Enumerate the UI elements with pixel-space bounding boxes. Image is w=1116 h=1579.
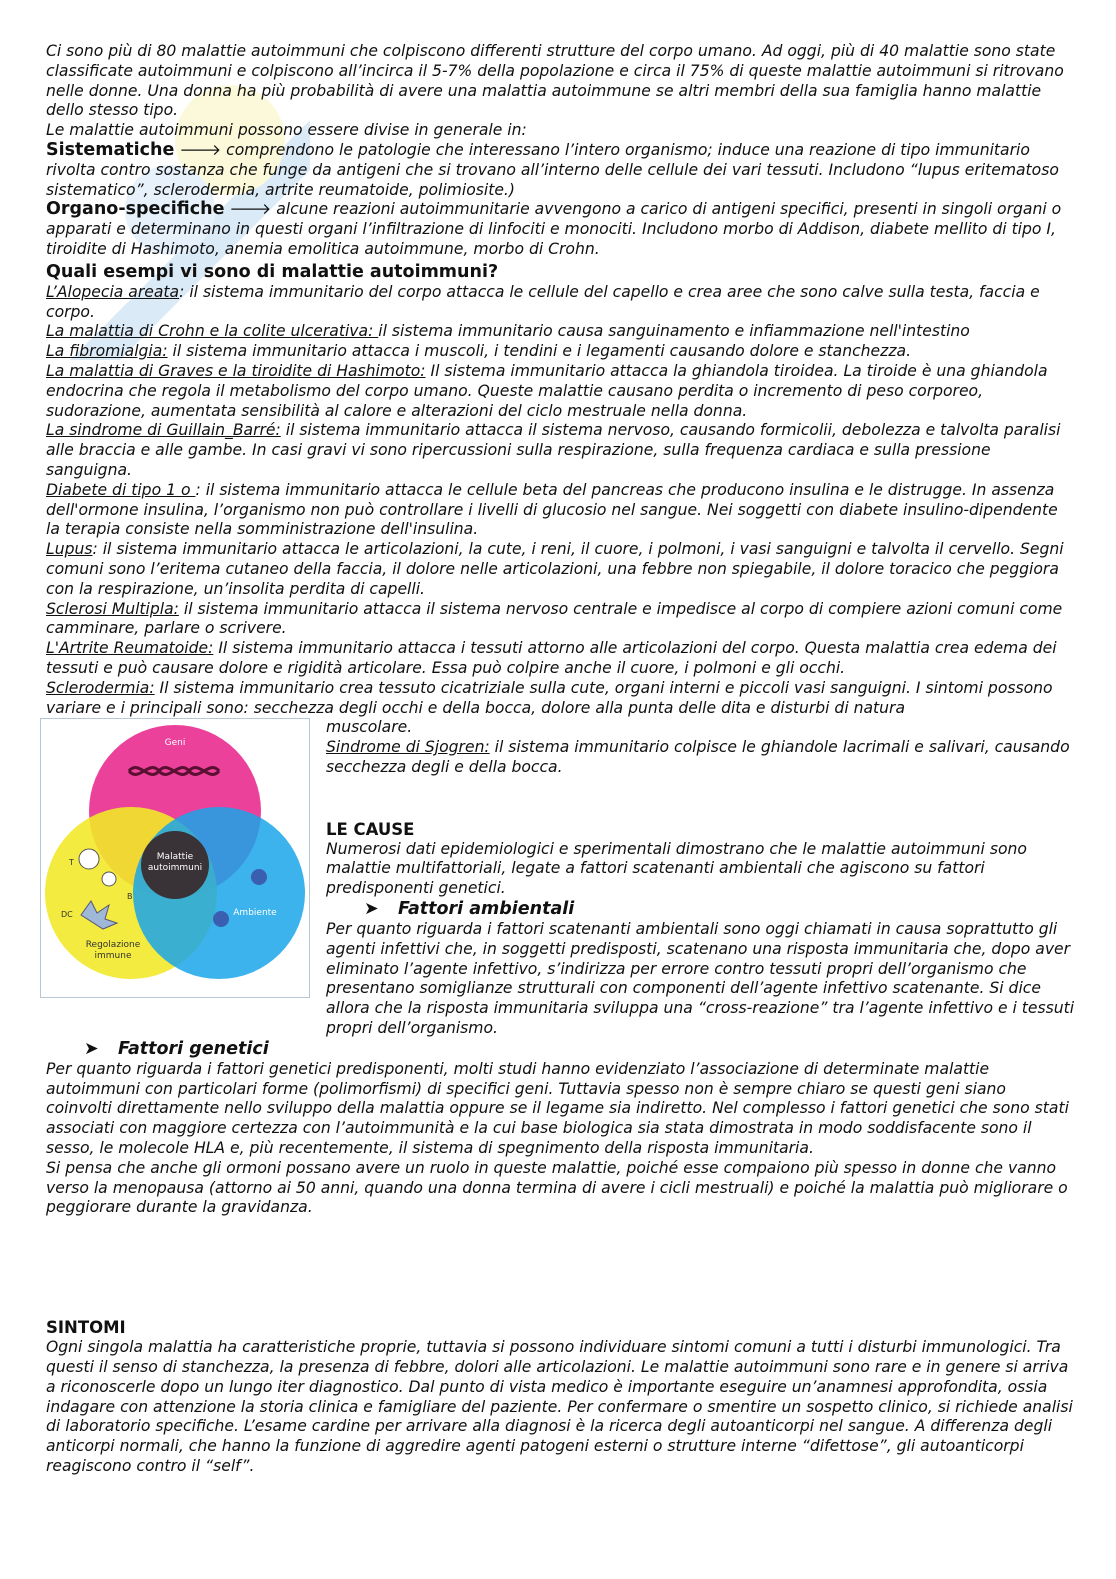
- cell-icon: [102, 872, 116, 886]
- venn-label-regolazione: Regolazione immune: [85, 940, 141, 962]
- venn-figure: [40, 718, 310, 998]
- bullet-arrow-icon: ➤: [84, 1038, 99, 1059]
- example-name: La malattia di Graves e la tiroidite di Hashimoto:: [46, 361, 426, 380]
- venn-diagram: [41, 719, 309, 997]
- example-name: Diabete di tipo 1 o: [46, 480, 196, 499]
- example-item: [46, 283, 1076, 323]
- type-text: comprendono le patologie che interessano l’intero organismo; induce una reazione di tipo immunitario rivolta contro sostanza che funge da antigeni che si trovano all’interno delle cellule dei vari tessuti. Includono “lupus eritematoso sistematico”, sclerodermia, artrite reumatoide, polimiosite.): [46, 140, 1059, 199]
- type-organo-specifiche: [46, 200, 1076, 259]
- bullet-arrow-icon: ➤: [364, 899, 379, 920]
- arrow-right-icon: 🡒: [229, 200, 272, 219]
- symptoms-heading: SINTOMI: [46, 1318, 126, 1338]
- type-label: Organo-specifiche: [46, 199, 225, 220]
- example-sep: :: [195, 480, 201, 499]
- cause-heading: LE CAUSE: [326, 819, 415, 839]
- example-text: il sistema immunitario attacca le articolazioni, la cute, i reni, il cuore, i polmoni, i vasi sanguigni e talvolta il cervello. Segni comuni sono l’eritema cutaneo della faccia, il dolore nelle articolazioni, una febbre non spiegabile, il dolore toracico che peggiora con la respirazione, un’insolita perdita di capelli.: [46, 540, 1064, 598]
- env-factors-title: [326, 899, 1076, 920]
- example-item: [46, 540, 1076, 599]
- venn-label-dc: DC: [61, 910, 73, 920]
- intro-division: Le malattie autoimmuni possono essere divise in generale in:: [46, 121, 527, 140]
- examples-heading: Quali esempi vi sono di malattie autoimmuni?: [46, 261, 499, 282]
- example-item: [46, 639, 1076, 679]
- example-name: L’Alopecia areata: [46, 282, 180, 301]
- example-text: Il sistema immunitario crea tessuto cicatriziale sulla cute, organi interni e piccoli vasi sanguigni. I sintomi possono variare e i principali sono: secchezza degli occhi e della bocca, dolore alla punta delle dita e disturbi di natura: [46, 678, 1053, 717]
- sclero-tail: muscolare.: [326, 718, 413, 737]
- example-item: [46, 342, 1076, 362]
- example-item: [326, 738, 1076, 778]
- example-text: il sistema immunitario attacca i muscoli, i tendini e i legamenti causando dolore e stanchezza.: [167, 342, 912, 361]
- venn-label-b: B: [127, 892, 133, 902]
- example-name: La sindrome di Guillain_Barré:: [46, 421, 281, 440]
- example-name: La malattia di Crohn e la colite ulcerativa:: [46, 322, 379, 341]
- example-text: Il sistema immunitario attacca i tessuti attorno alle articolazioni del corpo. Questa malattia crea edema dei tessuti e può causare dolore e rigidità articolare. Essa può colpire anche il cuore, i polmoni e gli occhi.: [46, 639, 1057, 677]
- document-page: [46, 42, 1076, 1477]
- type-sistematiche: [46, 141, 1076, 200]
- example-name: Lupus: [46, 540, 93, 559]
- type-label: Sistematiche: [46, 139, 175, 160]
- example-text: il sistema immunitario del corpo attacca le cellule del capello e crea aree che sono calve sulla testa, faccia e corpo.: [46, 282, 1040, 321]
- arrow-right-icon: 🡒: [179, 140, 222, 159]
- example-text: il sistema immunitario causa sanguinamento e infiammazione nell'intestino: [378, 322, 970, 341]
- gen-title-text: Fattori genetici: [118, 1038, 269, 1059]
- example-sep: :: [92, 540, 98, 559]
- example-item: [46, 362, 1076, 421]
- virus-icon: [251, 869, 267, 885]
- example-text: Il sistema immunitario attacca la ghiandola tiroidea. La tiroide è una ghiandola endocrina che regola il metabolismo del corpo umano. Queste malattie causano perdita o incremento di peso corporeo, sudorazione, aumentata sensibilità al calore e alterazioni del ciclo mestruale nella donna.: [46, 361, 1048, 420]
- venn-label-geni: Geni: [164, 738, 186, 749]
- example-item: [46, 322, 1076, 342]
- gen-factors-text: Per quanto riguarda i fattori genetici predisponenti, molti studi hanno evidenziato l’associazione di determinate malattie autoimmuni con particolari forme (polimorfismi) di specifici geni. Tuttavia spesso non è sempre chiaro se questi geni siano coinvolti direttamente nello sviluppo della malattia oppure se il legame sia indiretto. Nel complesso i fattori genetici che sono stati associati con maggiore certezza con l’autoimmunità e la cui base biologica sia stata dimostrata in modo soddisfacente sono il sesso, le molecole HLA e, più recentemente, il sistema di spegnimento della risposta immunitaria.: [46, 1059, 1069, 1158]
- cause-intro: Numerosi dati epidemiologici e sperimentali dimostrano che le malattie autoimmuni sono malattie multifattoriali, legate a fattori scatenanti ambientali che agiscono su fattori predisponenti genetici.: [326, 839, 1027, 898]
- intro-paragraph: Ci sono più di 80 malattie autoimmuni che colpiscono differenti strutture del corpo umano. Ad oggi, più di 40 malattie sono state classificate autoimmuni e colpiscono all’incirca il 5-7% della popolazione e circa il 75% di queste malattie autoimmuni si ritrovano nelle donne. Una donna ha più probabilità di avere una malattia autoimmune se altri membri della sua famiglia hanno malattie dello stesso tipo.: [46, 42, 1064, 120]
- example-text: il sistema immunitario colpisce le ghiandole lacrimali e salivari, causando secchezza degli e della bocca.: [326, 738, 1070, 776]
- example-text: il sistema immunitario attacca il sistema nervoso, causando formicolii, debolezza e talvolta paralisi alle braccia e alle gambe. In casi gravi vi sono ripercussioni sulla respirazione, sulla frequenza cardiaca e sulla pressione sanguigna.: [46, 421, 1061, 479]
- example-name: Sclerosi Multipla:: [46, 599, 179, 618]
- example-item: [46, 679, 1076, 719]
- gen-factors-title: [46, 1039, 1076, 1060]
- venn-label-center: Malattie autoimmuni: [147, 852, 203, 874]
- venn-label-ambiente: Ambiente: [233, 908, 277, 919]
- virus-icon: [213, 911, 229, 927]
- example-name: Sclerodermia:: [46, 678, 155, 697]
- example-name: L'Artrite Reumatoide:: [46, 639, 214, 658]
- example-item: [46, 421, 1076, 480]
- symptoms-text: Ogni singola malattia ha caratteristiche proprie, tuttavia si possono individuare sintomi comuni a tutti i disturbi immunologici. Tra questi il senso di stanchezza, la presenza di febbre, dolori alle articolazioni. Le malattie autoimmuni sono rare e in genere si arriva a riconoscerle dopo un lungo iter diagnostico. Dal punto di vista medico è importante eseguire un’anamnesi approfondita, ossia indagare con attenzione la storia clinica e famigliare del paziente. Per confermare o smentire un sospetto clinico, si richiede analisi di laboratorio specifiche. L’esame cardine per arrivare alla diagnosi è la ricerca degli autoanticorpi nel sangue. A differenza degli anticorpi normali, che hanno la funzione di aggredire agenti patogeni esterni o strutture interne “difettose”, gli autoanticorpi reagiscono contro il “self”.: [46, 1338, 1073, 1476]
- example-sep: :: [179, 282, 185, 301]
- example-text: il sistema immunitario attacca il sistema nervoso centrale e impedisce al corpo di compiere azioni comuni come camminare, parlare o scrivere.: [46, 599, 1063, 638]
- example-item: [46, 481, 1076, 540]
- env-title-text: Fattori ambientali: [398, 899, 575, 920]
- type-text: alcune reazioni autoimmunitarie avvengono a carico di antigeni specifici, presenti in singoli organi o apparati e determinano in questi organi l’infiltrazione di linfociti e monociti. Includono morbo di Addison, diabete mellito di tipo I, tiroidite di Hashimoto, anemia emolitica autoimmune, morbo di Crohn.: [46, 200, 1062, 258]
- example-name: Sindrome di Sjogren:: [326, 738, 490, 757]
- example-text: il sistema immunitario attacca le cellule beta del pancreas che producono insulina e le distrugge. In assenza dell'ormone insulina, l’organismo non può controllare i livelli di glucosio nel sangue. Nei soggetti con diabete insulino-dipendente la terapia consiste nella somministrazione dell'insulina.: [46, 480, 1058, 539]
- right-column: [326, 718, 1076, 920]
- cell-icon: [79, 849, 99, 869]
- example-item: [46, 600, 1076, 640]
- hormones-text: Si pensa che anche gli ormoni possano avere un ruolo in queste malattie, poiché esse compaiono più spesso in donne che vanno verso la menopausa (attorno ai 50 anni, quando una donna termina di avere i cicli mestruali) e poiché la malattia può migliorare o peggiorare durante la gravidanza.: [46, 1158, 1068, 1217]
- venn-label-t: T: [69, 858, 74, 868]
- figure-section: [46, 718, 1076, 1039]
- example-name: La fibromialgia:: [46, 342, 168, 361]
- env-factors-text: Per quanto riguarda i fattori scatenanti ambientali sono oggi chiamati in causa soprattutto gli agenti infettivi che, in soggetti predisposti, scatenano una risposta immunitaria che, dopo aver eliminato l’agente infettivo, s’indirizza per errore contro tessuti propri dell’organismo che presentano somiglianze strutturali con componenti dell’agente infettivo scatenante. Si dice allora che la risposta immunitaria sviluppa una “cross-reazione” tra l’agente infettivo e i tessuti propri dell’organismo.: [326, 920, 1075, 1038]
